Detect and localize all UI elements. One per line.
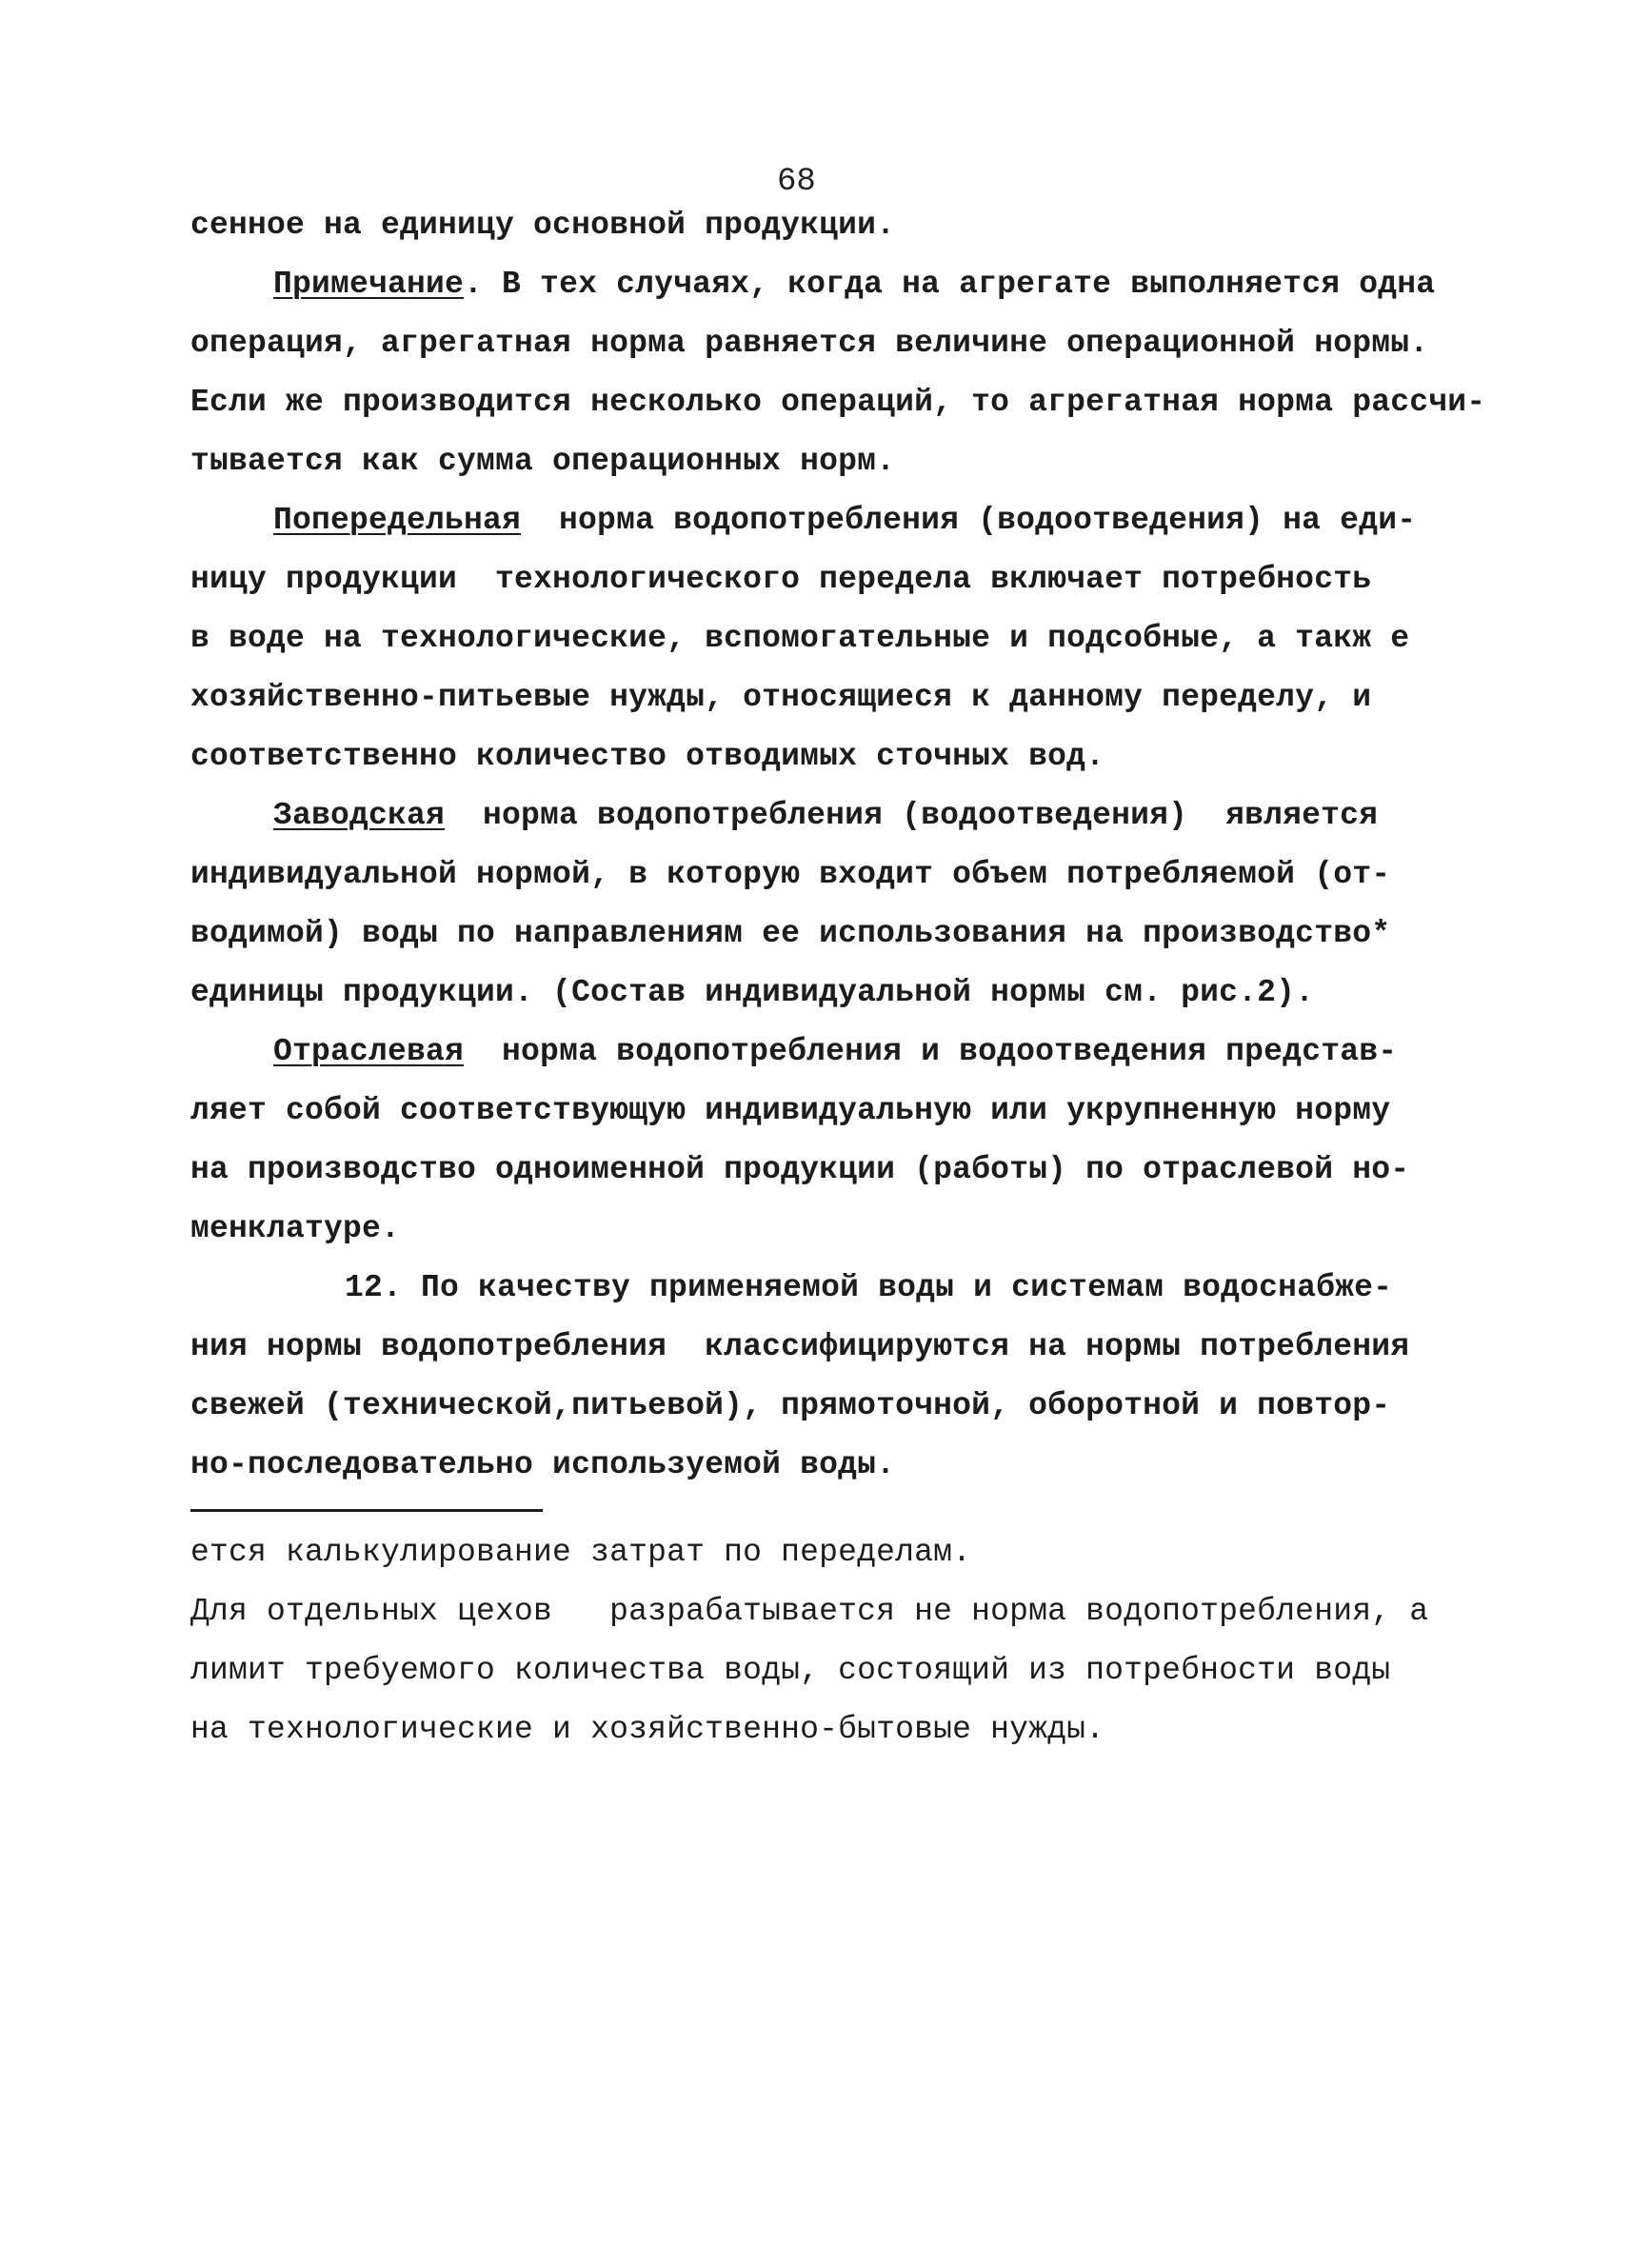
term-peredel: Попередельная <box>273 503 522 538</box>
text-span: ляет собой соответствующую индивидуальную или укрупненную норму <box>190 1093 1391 1128</box>
otrasl-line-1 <box>273 1034 1397 1069</box>
text-span: 12. По качеству применяемой воды и системам водоснабже- <box>345 1270 1393 1305</box>
item12-line-3 <box>190 1388 1390 1423</box>
zavod-line-3 <box>190 916 1390 951</box>
text-span: лимит требуемого количества воды, состоящий из потребности воды <box>190 1653 1391 1688</box>
note-label: Примечание <box>273 267 465 302</box>
note-line-2 <box>190 326 1428 361</box>
text-span: операция, агрегатная норма равняется величине операционной нормы. <box>190 326 1429 361</box>
text-span: менклатуре. <box>190 1211 401 1246</box>
otrasl-line-3 <box>190 1152 1409 1187</box>
footnote-line-4 <box>190 1712 1105 1747</box>
text-span: на технологические и хозяйственно-бытовые нужды. <box>190 1712 1105 1747</box>
footnote-divider <box>190 1509 543 1512</box>
text-line <box>190 208 895 243</box>
text-span: на производство одноименной продукции (работы) по отраслевой но- <box>190 1152 1410 1187</box>
peredel-line-2 <box>190 562 1371 597</box>
peredel-line-1 <box>273 503 1416 538</box>
page-number: 68 <box>777 164 816 200</box>
text-span: Для отдельных цехов разрабатывается не норма водопотребления, а <box>190 1594 1429 1629</box>
otrasl-line-2 <box>190 1093 1390 1128</box>
text-span: тывается как сумма операционных норм. <box>190 444 896 479</box>
text-span: ется калькулирование затрат по переделам. <box>190 1535 972 1570</box>
text-span: ния нормы водопотребления классифицируются на нормы потребления <box>190 1329 1410 1364</box>
note-line-1 <box>273 267 1435 302</box>
peredel-line-4 <box>190 680 1371 715</box>
peredel-line-3 <box>190 621 1409 656</box>
text-span: свежей (технической,питьевой), прямоточной, оборотной и повтор- <box>190 1388 1391 1423</box>
note-line-3 <box>190 385 1485 420</box>
text-span: норма водопотребления и водоотведения представ- <box>464 1034 1398 1069</box>
term-zavod: Заводская <box>273 798 446 833</box>
item12-line-4 <box>190 1447 895 1482</box>
term-otrasl: Отраслевая <box>273 1034 465 1069</box>
text-span: . В тех случаях, когда на агрегате выполняется одна <box>464 267 1436 302</box>
item12-line-2 <box>190 1329 1409 1364</box>
text-span: сенное на единицу основной продукции. <box>190 208 896 243</box>
text-span: индивидуальной нормой, в которую входит объем потребляемой (от- <box>190 857 1391 892</box>
text-span: норма водопотребления (водоотведения) является <box>445 798 1379 833</box>
text-span: Если же производится несколько операций, то агрегатная норма рассчи- <box>190 385 1486 420</box>
text-span: но-последовательно используемой воды. <box>190 1447 896 1482</box>
text-span: соответственно количество отводимых сточных вод. <box>190 739 1105 774</box>
footnote-line-2 <box>190 1594 1428 1629</box>
otrasl-line-4 <box>190 1211 400 1246</box>
peredel-line-5 <box>190 739 1105 774</box>
text-span: хозяйственно-питьевые нужды, относящиеся к данному переделу, и <box>190 680 1372 715</box>
note-line-4 <box>190 444 895 479</box>
zavod-line-1 <box>273 798 1378 833</box>
text-span: в воде на технологические, вспомогательные и подсобные, а такж е <box>190 621 1410 656</box>
zavod-line-4 <box>190 975 1314 1010</box>
text-span: норма водопотребления (водоотведения) на еди- <box>521 503 1417 538</box>
footnote-line-1 <box>190 1535 971 1570</box>
text-span: водимой) воды по направлениям ее использования на производство* <box>190 916 1391 951</box>
text-span: единицы продукции. (Состав индивидуальной нормы см. рис.2). <box>190 975 1315 1010</box>
text-span: ницу продукции технологического передела включает потребность <box>190 562 1372 597</box>
footnote-line-3 <box>190 1653 1390 1688</box>
zavod-line-2 <box>190 857 1390 892</box>
item12-line-1 <box>345 1270 1392 1305</box>
